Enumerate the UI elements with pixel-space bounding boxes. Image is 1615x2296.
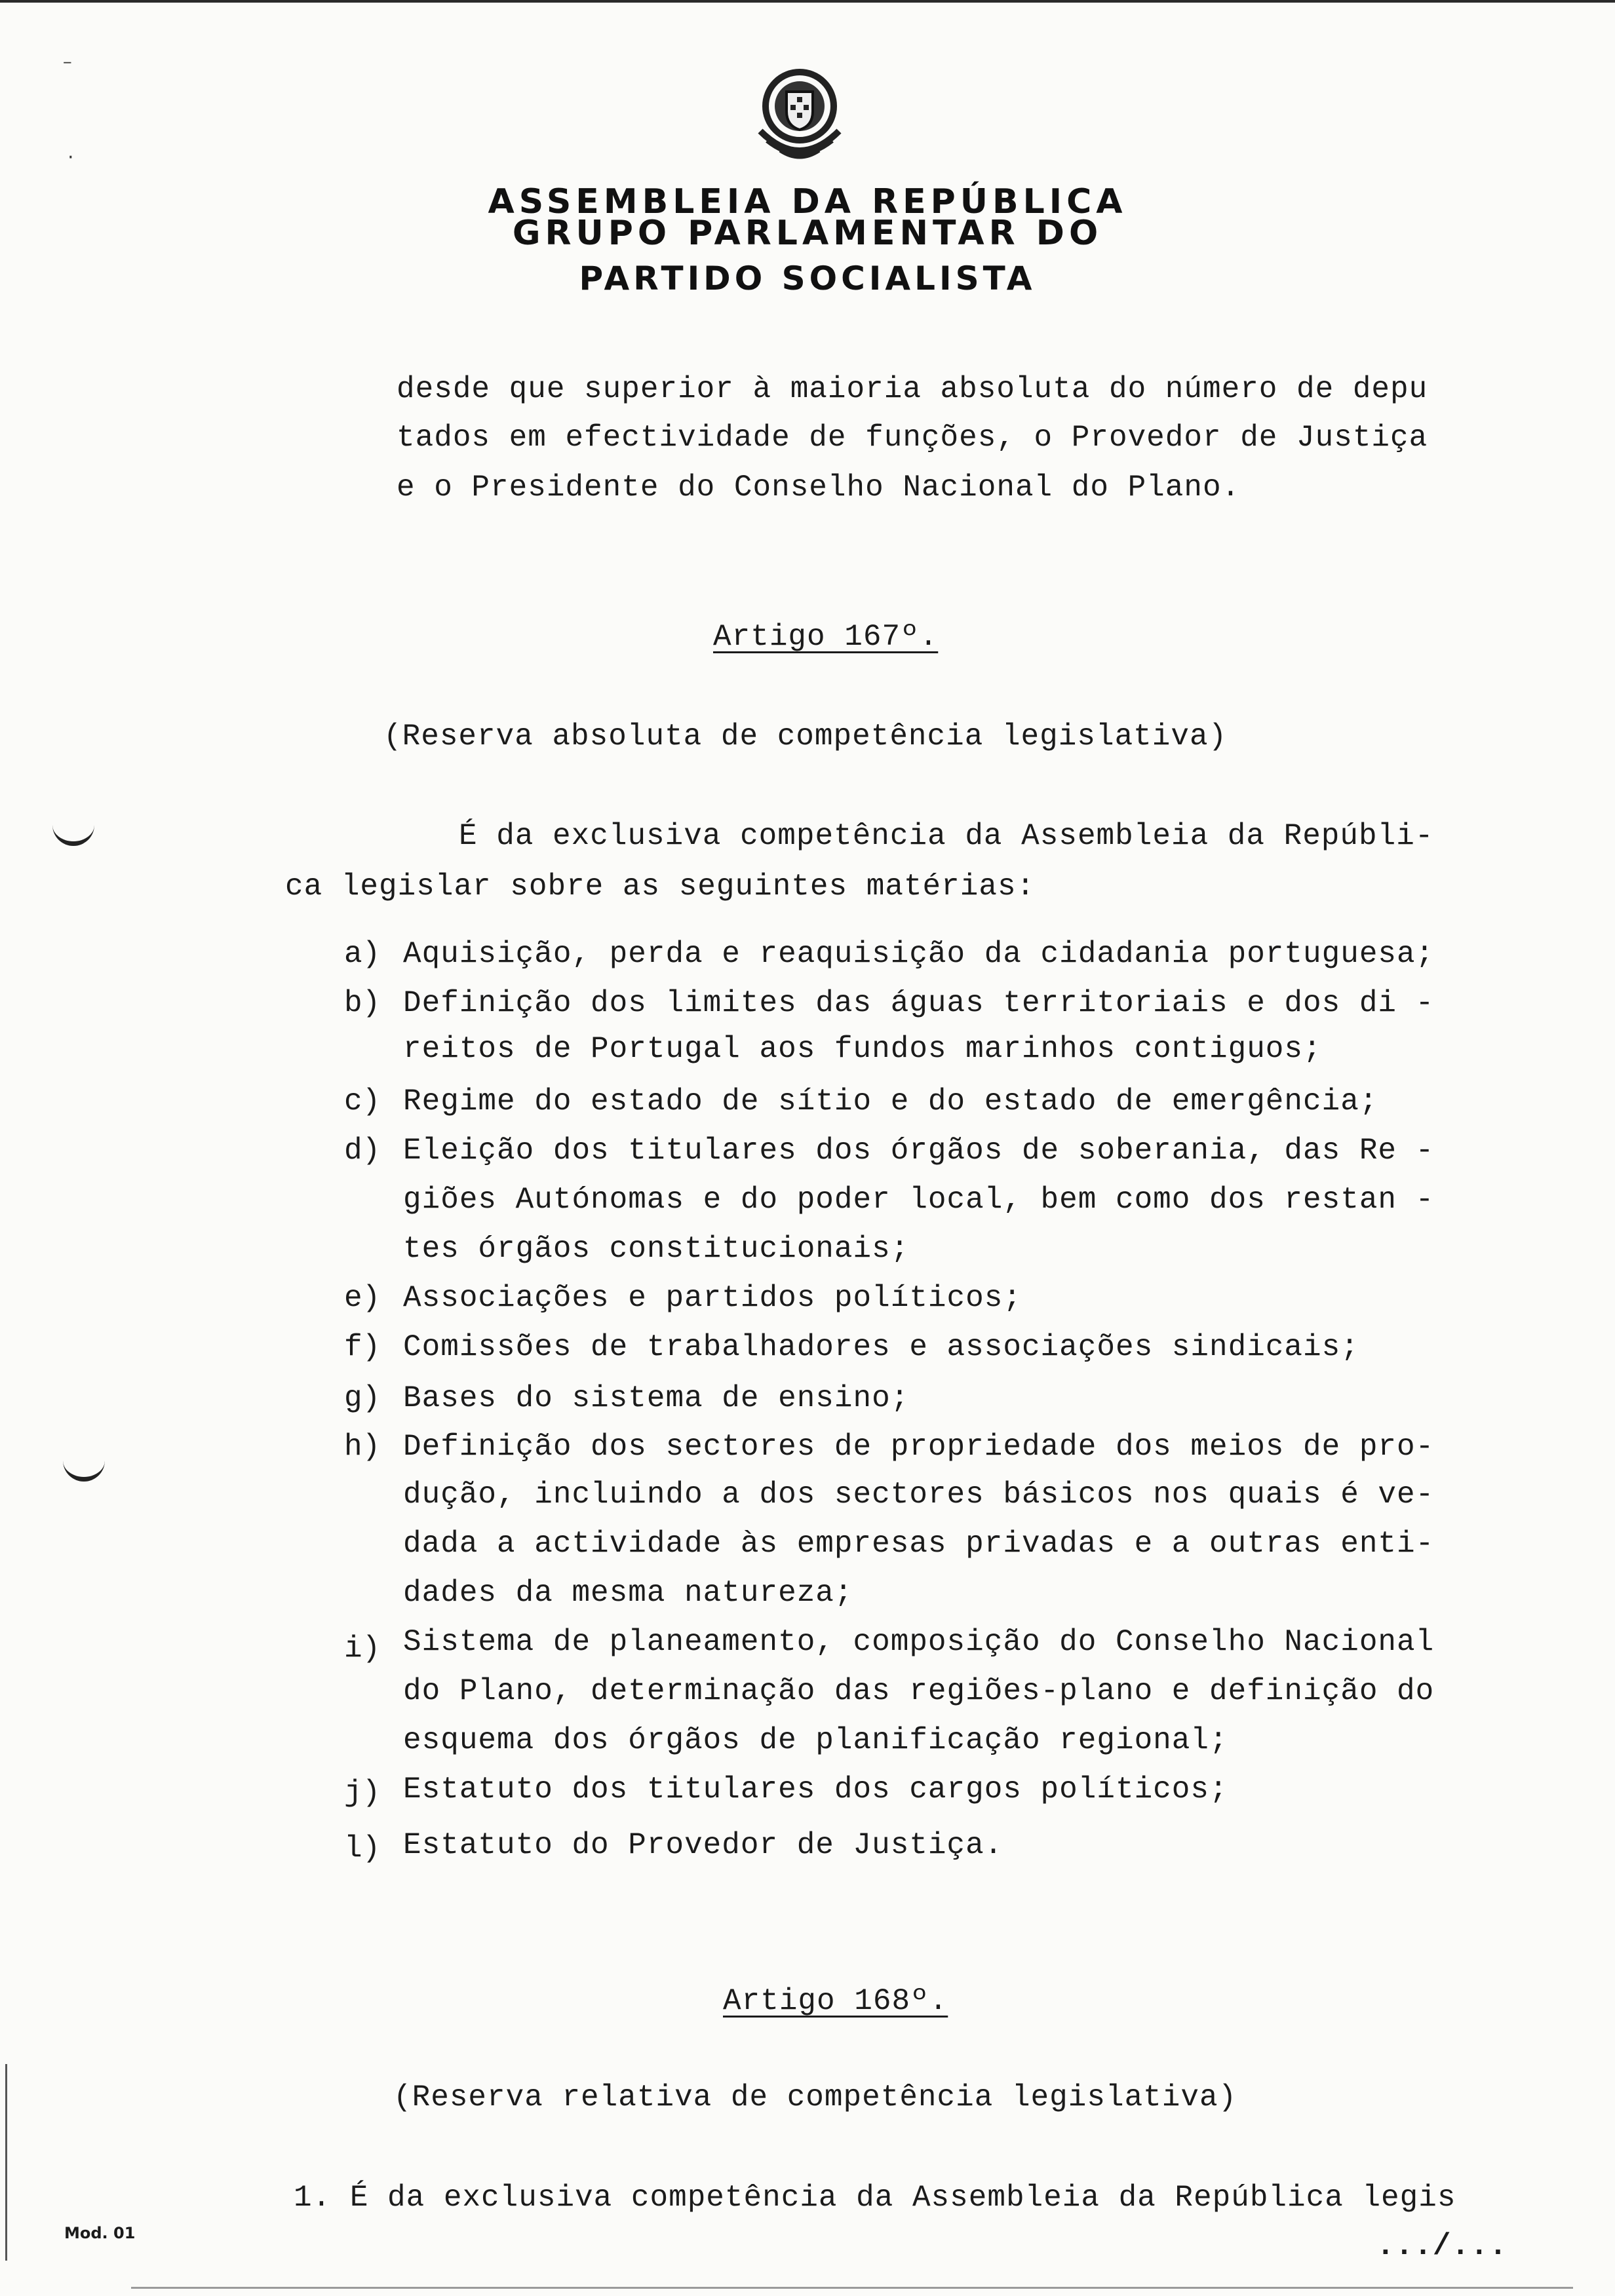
item-label: i) [344, 1632, 381, 1666]
article-167-lead-line: ca legislar sobre as seguintes matérias: [285, 870, 1036, 904]
item-label: j) [344, 1776, 381, 1810]
item-label: g) [344, 1381, 381, 1415]
item-label: c) [344, 1084, 381, 1119]
item-text: Estatuto do Provedor de Justiça. [403, 1828, 1003, 1862]
intro-line: desde que superior à maioria absoluta do número de depu [397, 372, 1428, 406]
item-text: giões Autónomas e do poder local, bem como dos restan - [403, 1183, 1435, 1217]
item-text: Regime do estado de sítio e do estado de emergência; [403, 1084, 1378, 1119]
coat-of-arms-emblem [741, 59, 859, 170]
item-text: dada a actividade às empresas privadas e a outras enti- [403, 1527, 1435, 1561]
scan-edge-top [0, 0, 1615, 3]
header-title-line3: PARTIDO SOCIALISTA [579, 259, 1036, 297]
article-167-title: Artigo 167º. [713, 620, 939, 654]
form-code: Mod. 01 [64, 2224, 136, 2242]
item-text: dades da mesma natureza; [403, 1576, 853, 1610]
item-text: tes órgãos constitucionais; [403, 1232, 910, 1266]
item-label: f) [344, 1330, 381, 1364]
item-label: a) [344, 937, 381, 971]
scan-speck: – [62, 52, 73, 72]
item-text: Associações e partidos políticos; [403, 1281, 1022, 1315]
punch-hole-mark [63, 1448, 105, 1482]
item-text: Bases do sistema de ensino; [403, 1381, 910, 1415]
article-167-lead-line: É da exclusiva competência da Assembleia da Repúbli- [459, 819, 1434, 853]
scan-speck: · [66, 147, 76, 167]
punch-hole-mark [52, 813, 94, 846]
scan-edge-left [5, 2064, 7, 2261]
item-text: Comissões de trabalhadores e associações sindicais; [403, 1330, 1359, 1364]
header-title-line2: GRUPO PARLAMENTAR DO [512, 214, 1103, 253]
intro-line: tados em efectividade de funções, o Provedor de Justiça [397, 421, 1428, 455]
header-title-line1: ASSEMBLEIA DA REPÚBLICA [488, 182, 1127, 221]
item-label: e) [344, 1281, 381, 1315]
item-label: d) [344, 1134, 381, 1168]
item-label: h) [344, 1430, 381, 1464]
item-text: Aquisição, perda e reaquisição da cidadania portuguesa; [403, 937, 1435, 971]
continuation-marker: .../... [1376, 2229, 1508, 2263]
item-text: esquema dos órgãos de planificação regional; [403, 1723, 1228, 1757]
article-168-title: Artigo 168º. [723, 1984, 948, 2018]
item-text: Eleição dos titulares dos órgãos de soberania, das Re - [403, 1134, 1435, 1168]
item-label: l) [344, 1831, 381, 1866]
scan-edge-bottom [131, 2287, 1573, 2289]
item-text: reitos de Portugal aos fundos marinhos contiguos; [403, 1032, 1322, 1066]
article-167-subtitle: (Reserva absoluta de competência legislativa) [383, 719, 1228, 754]
article-168-subtitle: (Reserva relativa de competência legislativa) [393, 2080, 1237, 2114]
item-label: b) [344, 986, 381, 1020]
intro-line: e o Presidente do Conselho Nacional do Plano. [397, 470, 1241, 505]
item-text: Sistema de planeamento, composição do Conselho Nacional [403, 1625, 1435, 1659]
item-text: Definição dos limites das águas territoriais e dos di - [403, 986, 1435, 1020]
item-text: dução, incluindo a dos sectores básicos nos quais é ve- [403, 1478, 1435, 1512]
item-text: Estatuto dos titulares dos cargos políticos; [403, 1772, 1228, 1807]
article-168-paragraph-1: 1. É da exclusiva competência da Assembleia da República legis [294, 2181, 1456, 2215]
item-text: Definição dos sectores de propriedade dos meios de pro- [403, 1430, 1435, 1464]
item-text: do Plano, determinação das regiões-plano e definição do [403, 1674, 1435, 1708]
